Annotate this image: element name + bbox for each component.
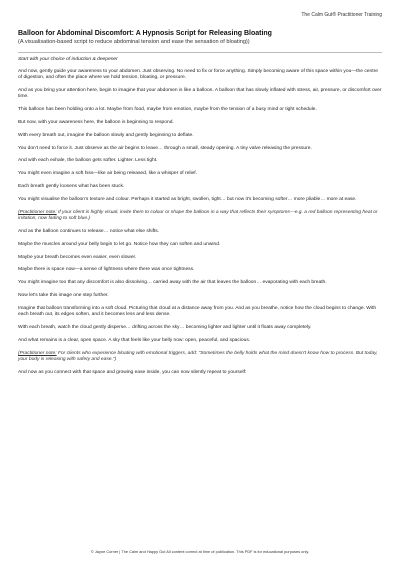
- script-body: [18, 69, 382, 377]
- script-paragraph: You might visualise the balloon's texture and colour. Perhaps it started as bright, swollen, tight… but now it's becoming softer… more pliable… more at ease.: [18, 196, 357, 202]
- closing-paragraph: And now as you connect with that space and growing ease inside, you can now silently repeat to yourself:: [18, 370, 247, 376]
- practitioner-note-text: For clients who experience bloating with emotional triggers, add: "Sometimes the belly holds what the mind doesn't know how to process. But today, your body is releasing with safety and ease."): [18, 350, 378, 363]
- script-paragraph: Each breath gently loosens what has been stuck.: [18, 184, 125, 190]
- practitioner-note: [18, 210, 382, 223]
- document-title: Balloon for Abdominal Discomfort: A Hypnosis Script for Releasing Bloating: [18, 30, 272, 37]
- script-paragraph: And as you bring your attention here, begin to imagine that your abdomen is like a balloon. A balloon that has slowly inflated with stress, air, pressure, or discomfort over time.: [18, 87, 382, 100]
- header-brand: The Calm Gut® Practitioner Training: [301, 12, 382, 18]
- script-paragraph: With every breath out, imagine the balloon slowly and gently beginning to deflate.: [18, 132, 194, 138]
- practitioner-note: [18, 351, 382, 364]
- script-paragraph: Maybe your breath becomes even easier, even slower.: [18, 254, 137, 260]
- footer-copyright: © Jayne Corner | The Calm and Happy Gut All content correct at time of publication. This PDF is for educational purposes only.: [90, 549, 310, 554]
- script-paragraph: You might imagine too that any discomfort is also dissolving… carried away with the air that leaves the balloon… evaporating with each breath.: [18, 280, 327, 286]
- script-paragraph: With each breath, watch the cloud gently disperse… drifting across the sky… becoming lighter and lighter until it floats away completely.: [18, 325, 312, 331]
- script-paragraph: You might even imagine a soft hiss—like air being released, like a whisper of relief.: [18, 171, 197, 177]
- script-paragraph: Maybe there is space now—a sense of lightness where there was once tightness.: [18, 267, 195, 273]
- script-paragraph: Imagine that balloon transforming into a soft cloud. Picturing that cloud at a distance away from you. And as you breathe, notice how the cloud begins to change. With each breath out, its edges soften, and it becomes less and less dense.: [18, 305, 377, 318]
- script-paragraph: But now, with your awareness here, the balloon is beginning to respond.: [18, 120, 174, 126]
- script-paragraph: This balloon has been holding onto a lot. Maybe from food, maybe from emotion, maybe from the tension of a busy mind or tight schedule.: [18, 107, 317, 113]
- script-paragraph: And with each exhale, the balloon gets softer. Lighter. Less tight.: [18, 158, 158, 164]
- script-paragraph: You don't need to force it. Just observe as the air begins to leave… through a small, steady opening. A tiny valve releasing the pressure.: [18, 145, 312, 151]
- practitioner-note-label: (Practitioner note:: [18, 209, 57, 215]
- script-paragraph: And as the balloon continues to release… notice what else shifts.: [18, 229, 160, 235]
- title-divider: [18, 52, 382, 53]
- script-paragraph: Maybe the muscles around your belly begin to let go. Notice how they can soften and unwind.: [18, 241, 221, 247]
- script-paragraph: And now, gently guide your awareness to your abdomen. Just observing. No need to fix or force anything. Simply becoming aware of this space within you—the centre of digestion, and often the place where we hold tension, bloating, or pressure.: [18, 68, 378, 81]
- script-paragraph: Now let's take this image one step further.: [18, 293, 109, 299]
- document-subtitle: (A visualisation-based script to reduce abdominal tension and ease the sensation of bloating)): [18, 39, 250, 45]
- practitioner-note-label: (Practitioner note:: [18, 350, 57, 356]
- intro-instruction: Start with your choice of induction & deepener: [18, 56, 118, 62]
- practitioner-note-text: If your client is highly visual, invite them to colour or shape the balloon in a way that reflects their symptoms—e.g. a red balloon representing heat or irritation, now fading to soft blue.): [18, 209, 378, 222]
- script-paragraph: And what remains is a clear, open space. A sky that feels like your belly now: open, peaceful, and spacious.: [18, 338, 251, 344]
